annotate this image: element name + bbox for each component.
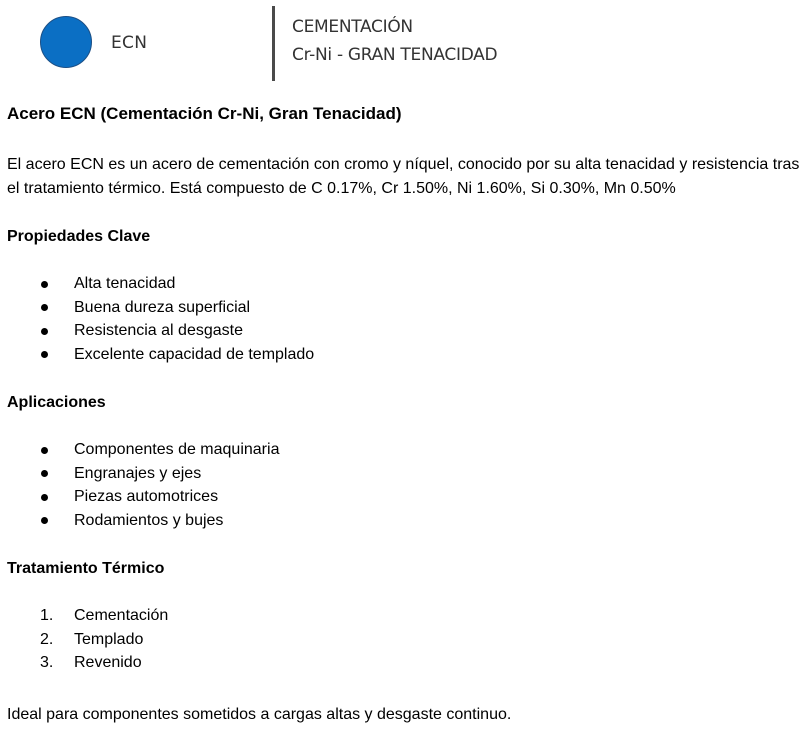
document-body xyxy=(7,100,807,726)
bullet-icon xyxy=(41,470,48,477)
list-item xyxy=(7,462,807,486)
steel-type-line-2: Cr-Ni - GRAN TENACIDAD xyxy=(292,45,498,65)
list-item-label: Alta tenacidad xyxy=(74,275,176,292)
list-item xyxy=(7,509,807,533)
bullet-icon xyxy=(41,447,48,454)
list-item xyxy=(7,628,807,652)
list-item xyxy=(7,485,807,509)
bullet-icon xyxy=(41,351,48,358)
bullet-icon xyxy=(41,281,48,288)
list-item xyxy=(7,272,807,296)
list-item-label: Excelente capacidad de templado xyxy=(74,345,315,363)
treatment-steps-list xyxy=(7,604,807,675)
step-number: 3. xyxy=(40,654,54,671)
list-item-label: Resistencia al desgaste xyxy=(74,322,243,339)
steel-code-label: ECN xyxy=(111,33,148,53)
step-number: 1. xyxy=(40,607,54,624)
list-item xyxy=(7,651,807,675)
treatment-heading: Tratamiento Térmico xyxy=(7,560,165,577)
list-item xyxy=(7,319,807,343)
document-title: Acero ECN (Cementación Cr-Ni, Gran Tenacidad) xyxy=(7,104,402,123)
list-item-label: Componentes de maquinaria xyxy=(74,441,280,458)
header-divider xyxy=(272,6,275,81)
list-item-label: Rodamientos y bujes xyxy=(74,511,224,529)
bullet-icon xyxy=(41,304,48,311)
intro-paragraph: El acero ECN es un acero de cementación con cromo y níquel, conocido por su alta tenacidad y resistencia tras el tratamiento térmico. Está compuesto de C 0.17%, Cr 1.50%, Ni 1.60%, Si 0.30%, Mn 0.50% xyxy=(7,156,800,197)
closing-paragraph: Ideal para componentes sometidos a cargas altas y desgaste continuo. xyxy=(7,705,512,723)
list-item xyxy=(7,604,807,628)
list-item xyxy=(7,343,807,367)
document-header xyxy=(0,0,809,90)
list-item-label: Templado xyxy=(74,630,144,648)
bullet-icon xyxy=(41,517,48,524)
list-item-label: Piezas automotrices xyxy=(74,488,219,505)
properties-list xyxy=(7,272,807,366)
list-item xyxy=(7,438,807,462)
blue-circle-icon xyxy=(40,16,92,68)
steel-type-line-1: CEMENTACIÓN xyxy=(292,17,413,37)
list-item xyxy=(7,296,807,320)
bullet-icon xyxy=(41,328,48,335)
bullet-icon xyxy=(41,494,48,501)
properties-heading: Propiedades Clave xyxy=(7,228,151,245)
list-item-label: Buena dureza superficial xyxy=(74,298,251,316)
steel-type-label xyxy=(292,13,497,69)
step-number: 2. xyxy=(40,630,54,648)
applications-list xyxy=(7,438,807,532)
list-item-label: Cementación xyxy=(74,607,169,624)
applications-heading: Aplicaciones xyxy=(7,394,106,411)
list-item-label: Revenido xyxy=(74,654,142,671)
list-item-label: Engranajes y ejes xyxy=(74,464,202,482)
